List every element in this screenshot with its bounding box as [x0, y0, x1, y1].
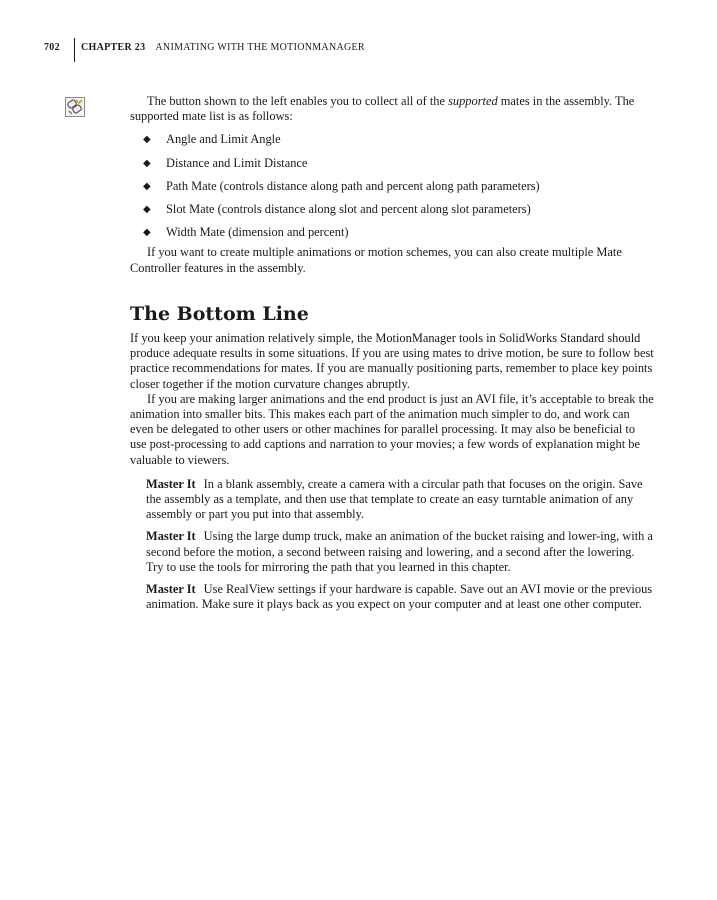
bullet-diamond-icon: ◆: [143, 180, 151, 192]
intro-block: [130, 94, 654, 276]
page-number: 702: [44, 42, 60, 53]
body-paragraph: If you keep your animation relatively simple, the MotionManager tools in SolidWorks Standard should produce adequate results in some situations. If you are using mates to drive motion, be sure to follow best practice recommendations for mates. If you are manually positioning parts, remember to place key points closer together if the motion curvature changes abruptly.: [130, 331, 654, 391]
chapter-title: ANIMATING WITH THE MOTIONMANAGER: [155, 42, 365, 53]
master-it-item: Master It Use RealView settings if your hardware is capable. Save out an AVI movie or the previous animation. Make sure it plays back as you expect on your computer and at least one other computer.: [146, 582, 653, 612]
master-it-label: Master It: [146, 582, 196, 597]
header-divider: [74, 38, 75, 62]
list-item: ◆ Distance and Limit Distance: [143, 155, 308, 170]
list-item: ◆ Slot Mate (controls distance along slot and percent along slot parameters): [143, 201, 531, 216]
supported-mates-list: [130, 132, 654, 248]
chapter-label: CHAPTER 23: [81, 42, 146, 53]
after-list-paragraph: If you want to create multiple animations or motion schemes, you can also create multiple Mate Controller features in the assembly.: [130, 245, 622, 275]
bullet-diamond-icon: ◆: [143, 134, 151, 146]
intro-paragraph: The button shown to the left enables you to collect all of the supported mates in the assembly. The supported mate list is as follows:: [130, 94, 635, 124]
bullet-diamond-icon: ◆: [143, 157, 151, 169]
master-it-label: Master It: [146, 529, 196, 544]
list-item: ◆ Path Mate (controls distance along path and percent along path parameters): [143, 178, 540, 193]
running-header: [44, 38, 365, 60]
bullet-diamond-icon: ◆: [143, 227, 151, 239]
master-it-label: Master It: [146, 476, 196, 491]
master-it-list: [130, 477, 654, 613]
mate-controller-collect-icon: [65, 97, 85, 117]
master-it-item: Master It In a blank assembly, create a camera with a circular path that focuses on the origin. Save the assembly as a template, and then use that template to create an easy turntable animation of any assembly or part you put into that assembly.: [146, 476, 643, 522]
bottom-line-body: [130, 331, 654, 619]
master-it-item: Master It Using the large dump truck, make an animation of the bucket raising and lower-ing, with a second before the motion, a second between raising and lowering, and a second after the lowering. Try to use the tools for mirroring the path that you learned in this chapter.: [146, 529, 653, 574]
list-item: ◆ Angle and Limit Angle: [143, 132, 281, 147]
bullet-diamond-icon: ◆: [143, 203, 151, 215]
body-paragraph: If you are making larger animations and the end product is just an AVI file, it’s acceptable to break the animation into smaller bits. This makes each part of the animation much simpler to do, and work can even be delegated to other users or other machines for parallel processing. It may also be beneficial to use post-processing to add captions and narration to your movies; a few words of explanation might be valuable to viewers.: [130, 391, 654, 467]
section-heading: The Bottom Line: [130, 303, 309, 325]
list-item: ◆ Width Mate (dimension and percent): [143, 225, 349, 240]
